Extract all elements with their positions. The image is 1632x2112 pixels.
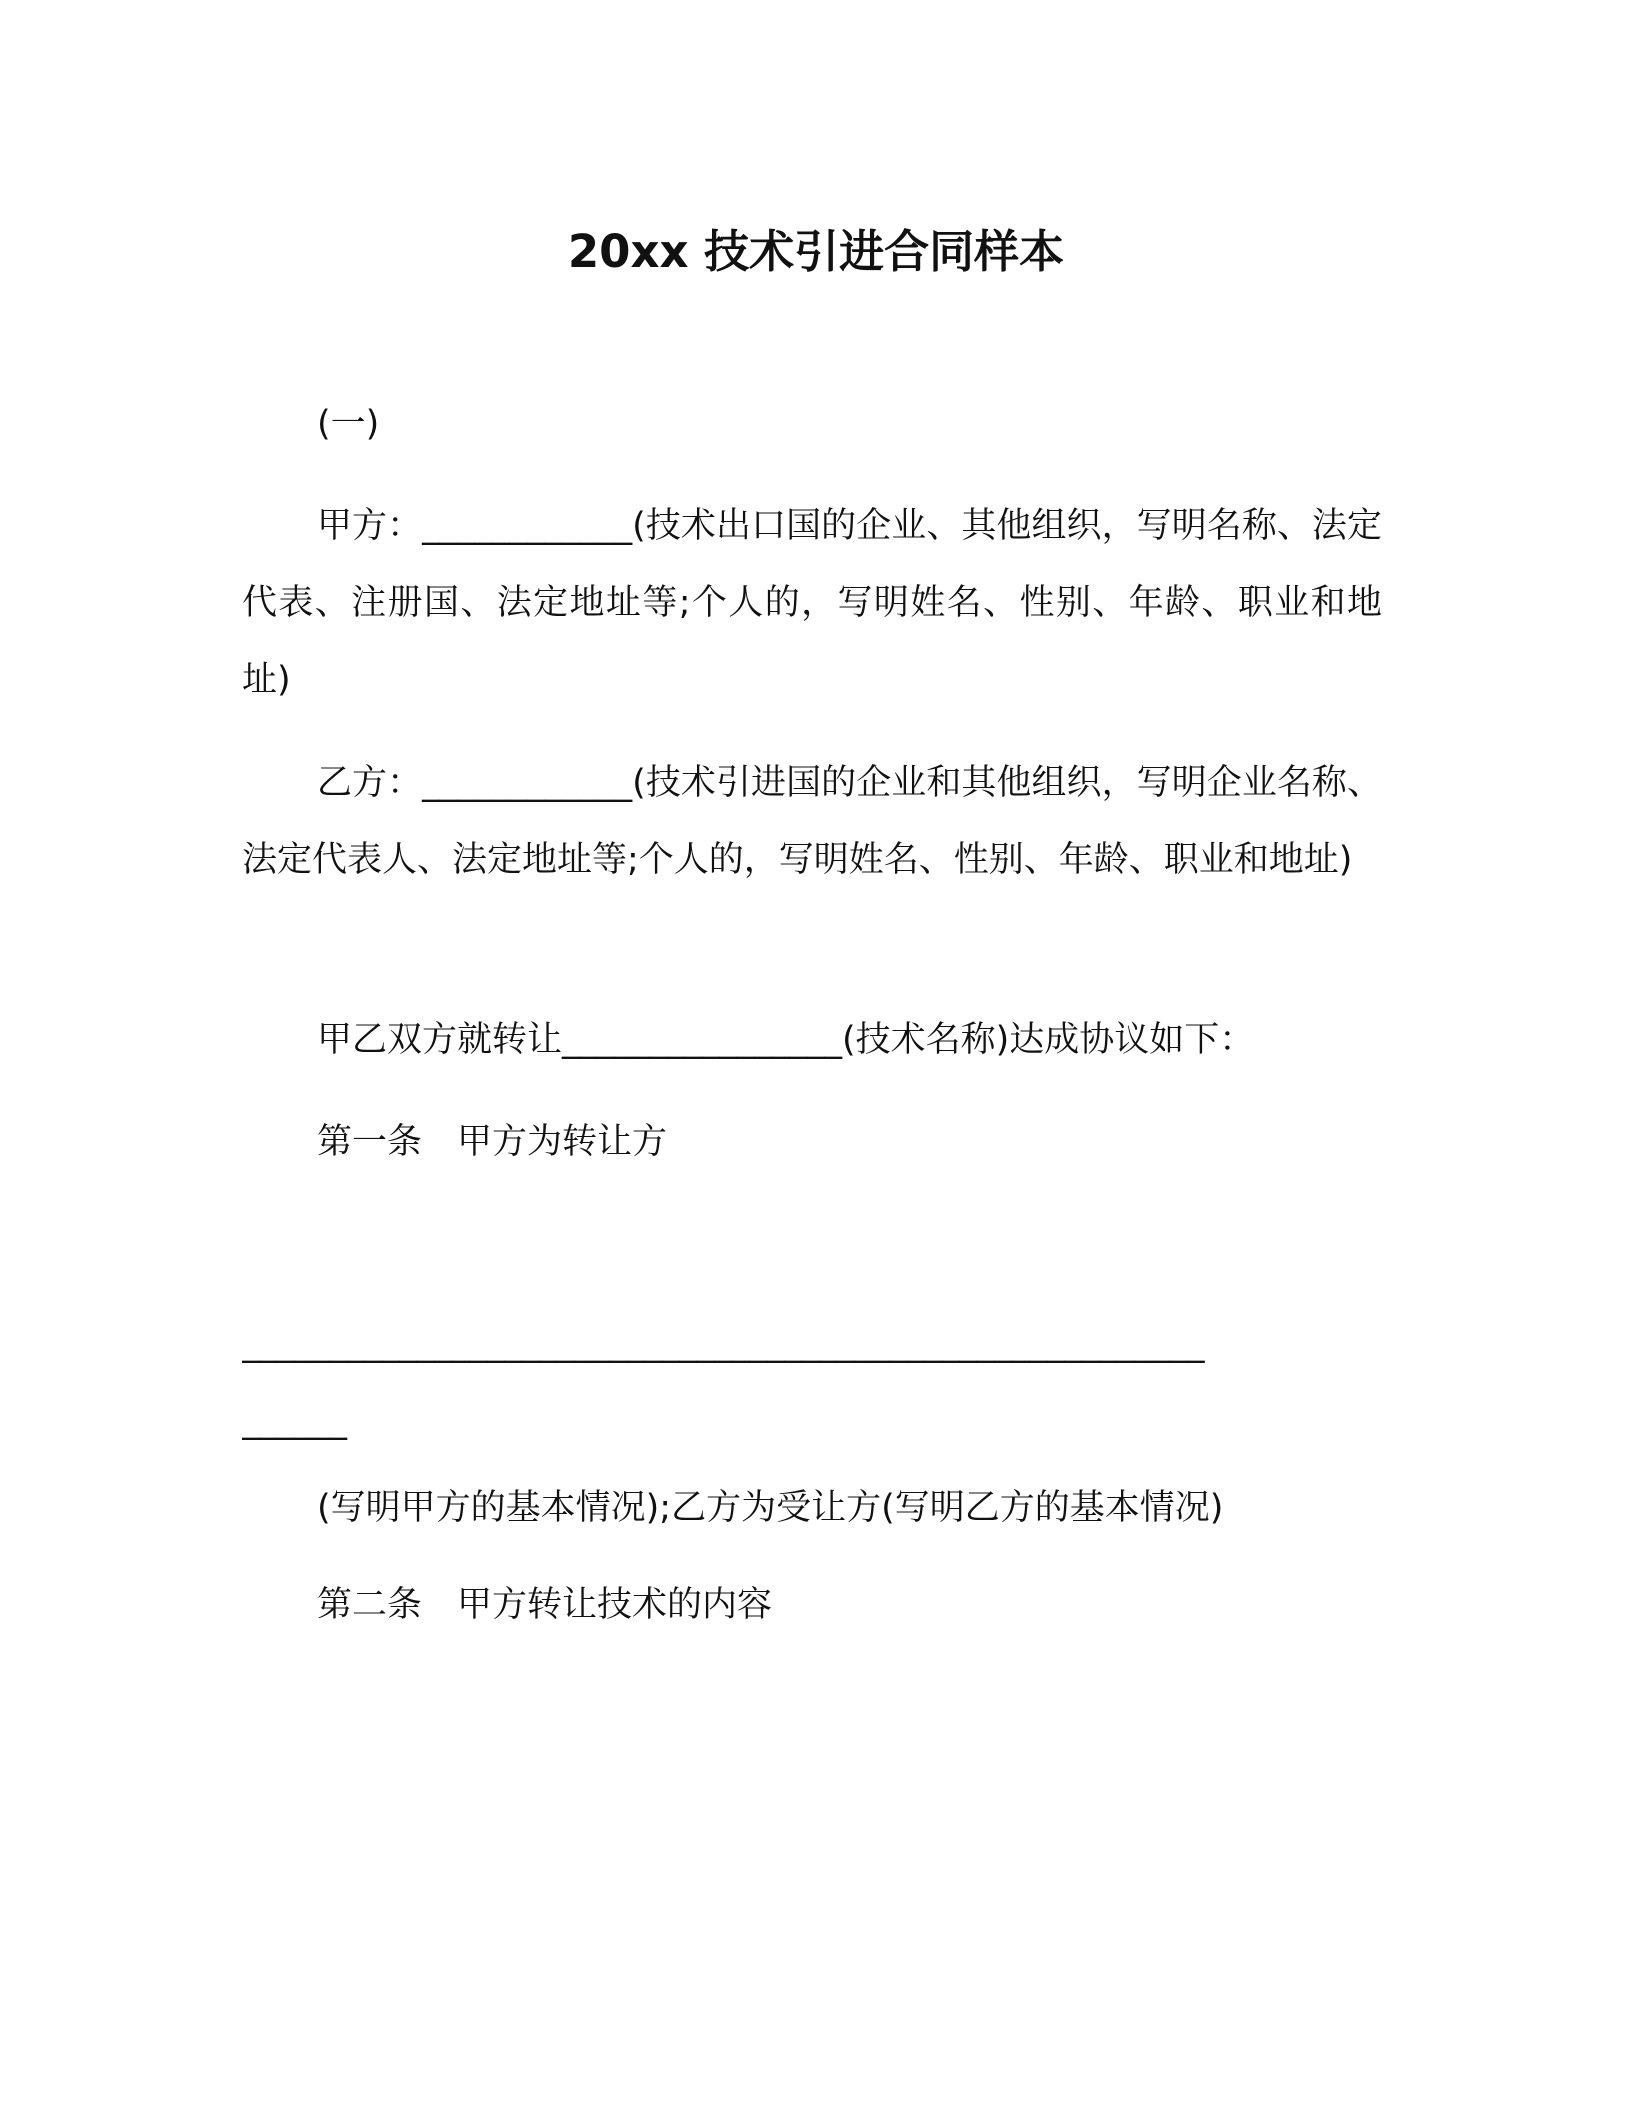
agreement-paragraph: 甲乙双方就转让________________(技术名称)达成协议如下：	[317, 1020, 1255, 1060]
blank-fill-line-short: ______	[242, 1401, 347, 1441]
document-title: 20xx 技术引进合同样本	[567, 225, 1065, 278]
party-b-block	[242, 745, 1382, 899]
blank-fill-line: _______________________________________________________	[242, 1324, 1205, 1364]
agreement-block	[242, 1002, 1382, 1079]
article1-heading: 第一条 甲方为转让方	[317, 1122, 668, 1162]
article2-heading: 第二条 甲方转让技术的内容	[317, 1585, 773, 1625]
party-b-paragraph: 乙方：____________(技术引进国的企业和其他组织，写明企业名称、法定代表人、法定地址等;个人的，写明姓名、性别、年龄、职业和地址)	[242, 763, 1382, 880]
article1-detail: (写明甲方的基本情况);乙方为受让方(写明乙方的基本情况)	[317, 1488, 1224, 1528]
article1-detail-block	[242, 1470, 1382, 1547]
section-marker: (一)	[317, 404, 380, 444]
article1-heading-block	[242, 1104, 1382, 1181]
blank-lines-block	[242, 1306, 1382, 1460]
section-marker-block	[242, 386, 1382, 463]
party-a-paragraph: 甲方：____________(技术出口国的企业、其他组织，写明名称、法定代表、注册国、法定地址等;个人的，写明姓名、性别、年龄、职业和地址)	[242, 506, 1382, 700]
party-a-block	[242, 488, 1382, 719]
article2-heading-block	[242, 1567, 1382, 1644]
